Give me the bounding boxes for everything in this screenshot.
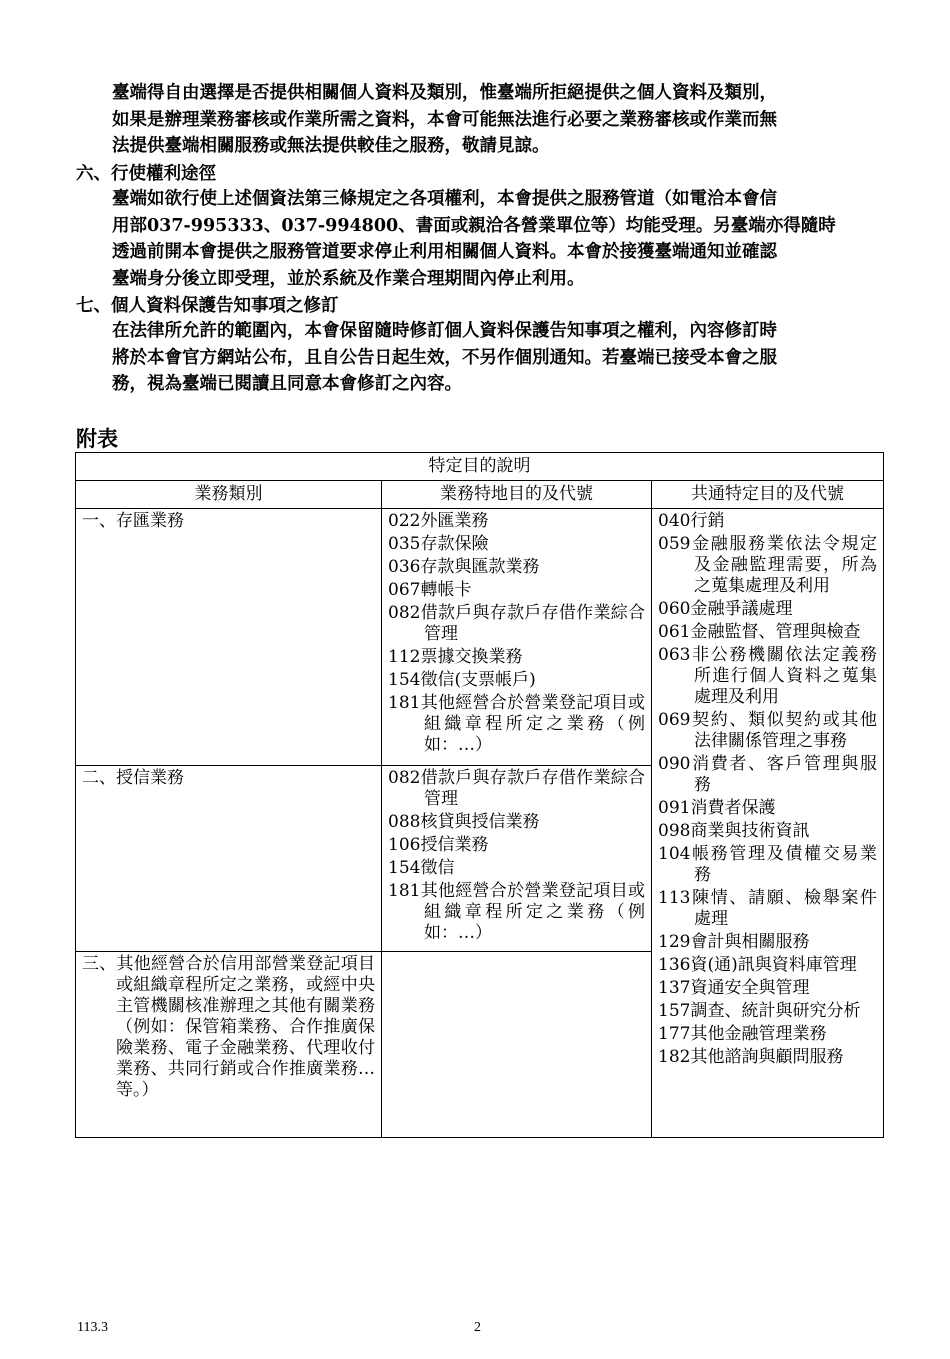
- table-title: 特定目的說明: [76, 453, 884, 481]
- purposes-cell: [382, 766, 652, 952]
- category-deposit: 一、存匯業務: [82, 511, 184, 531]
- header-common-purpose: 共通特定目的及代號: [652, 481, 884, 509]
- text-line: 將於本會官方網站公布，且自公告日起生效，不另作個別通知。若臺端已接受本會之服: [112, 347, 777, 368]
- text-line: 臺端如欲行使上述個資法第三條規定之各項權利，本會提供之服務管道（如電洽本會信: [112, 189, 777, 209]
- common-purpose-item: 113陳情、請願、檢舉案件處理: [658, 888, 878, 929]
- common-purpose-item: 059金融服務業依法令規定及金融監理需要，所為之蒐集處理及利用: [658, 534, 878, 596]
- appendix-title: 附表: [76, 426, 118, 451]
- common-purpose-item: 069契約、類似契約或其他法律關係管理之事務: [658, 710, 878, 751]
- common-purpose-item: 063非公務機關依法定義務所進行個人資料之蒐集處理及利用: [658, 645, 878, 707]
- text-line: 臺端得自由選擇是否提供相關個人資料及類別，惟臺端所拒絕提供之個人資料及類別，: [112, 83, 777, 103]
- text-line: 務，視為臺端已閱讀且同意本會修訂之內容。: [112, 374, 462, 394]
- section-six-heading: 六、行使權利途徑: [76, 164, 216, 184]
- common-purpose-item: 177其他金融管理業務: [658, 1024, 827, 1044]
- common-purpose-item: 098商業與技術資訊: [658, 821, 810, 841]
- text-line: 在法律所允許的範圍內，本會保留隨時修訂個人資料保護告知事項之權利，內容修訂時: [112, 321, 777, 341]
- text-line: 透過前開本會提供之服務管道要求停止利用相關個人資料。本會於接獲臺端通知並確認: [112, 242, 777, 262]
- header-specific-purpose: 業務特地目的及代號: [382, 481, 652, 509]
- common-purpose-item: 060金融爭議處理: [658, 599, 793, 619]
- specific-purpose-table: [75, 452, 884, 1138]
- purpose-item: 035存款保險: [388, 534, 489, 554]
- category-credit: 二、授信業務: [82, 768, 184, 788]
- category-cell: [76, 952, 382, 1138]
- purpose-item: 067轉帳卡: [388, 580, 472, 600]
- version-label: 113.3: [77, 1320, 108, 1335]
- text-line: 臺端身分後立即受理，並於系統及作業合理期間內停止利用。: [112, 268, 585, 289]
- common-purpose-item: 104帳務管理及債權交易業務: [658, 844, 878, 885]
- category-cell: [76, 509, 382, 766]
- purpose-item: 088核貸與授信業務: [388, 812, 540, 832]
- category-other: 三、其他經營合於信用部營業登記項目或組織章程所定之業務，或經中央主管機關核准辦理之其他有關業務（例如：保管箱業務、合作推廣保險業務、電子金融業務、代理收付業務、共同行銷或合作推廣業務…等。）: [82, 954, 375, 1100]
- purpose-item: 082借款戶與存款戶存借作業綜合管理: [388, 603, 645, 644]
- section-six-paragraph: [112, 186, 872, 292]
- section-seven-heading: 七、個人資料保護告知事項之修訂: [76, 296, 339, 316]
- purpose-item: 106授信業務: [388, 835, 489, 855]
- common-purpose-item: 182其他諮詢與顧問服務: [658, 1047, 844, 1067]
- purpose-item: 022外匯業務: [388, 511, 489, 531]
- purpose-item: 154徵信: [388, 858, 455, 878]
- section-seven-paragraph: [112, 318, 872, 398]
- common-purpose-item: 090消費者、客戶管理與服務: [658, 754, 878, 795]
- text-line: 法提供臺端相關服務或無法提供較佳之服務，敬請見諒。: [112, 136, 550, 156]
- purpose-item: 181其他經營合於營業登記項目或組織章程所定之業務（例如：…）: [388, 693, 645, 755]
- common-purposes-cell: [652, 509, 884, 1138]
- common-purpose-item: 040行銷: [658, 511, 725, 531]
- page-number: 2: [474, 1320, 481, 1335]
- text-line: 用部037-995333、037-994800、書面或親洽各營業單位等）均能受理。另臺端亦得隨時: [112, 215, 836, 236]
- purpose-item: 036存款與匯款業務: [388, 557, 540, 577]
- category-cell: [76, 766, 382, 952]
- header-business-category: 業務類別: [76, 481, 382, 509]
- text-line: 如果是辦理業務審核或作業所需之資料，本會可能無法進行必要之業務審核或作業而無: [112, 109, 777, 130]
- common-purpose-item: 137資通安全與管理: [658, 978, 810, 998]
- purposes-cell: [382, 509, 652, 766]
- common-purpose-item: 157調查、統計與研究分析: [658, 1001, 861, 1021]
- purpose-item: 112票據交換業務: [388, 647, 523, 667]
- common-purpose-item: 129會計與相關服務: [658, 932, 810, 952]
- common-purpose-item: 136資(通)訊與資料庫管理: [658, 955, 857, 975]
- purpose-item: 082借款戶與存款戶存借作業綜合管理: [388, 768, 645, 809]
- purpose-item: 154徵信(支票帳戶): [388, 670, 536, 690]
- common-purpose-item: 061金融監督、管理與檢查: [658, 622, 861, 642]
- common-purpose-item: 091消費者保護: [658, 798, 776, 818]
- purposes-cell-empty: [382, 952, 652, 1138]
- purpose-item: 181其他經營合於營業登記項目或組織章程所定之業務（例如：…）: [388, 881, 645, 943]
- intro-paragraph: [112, 80, 872, 160]
